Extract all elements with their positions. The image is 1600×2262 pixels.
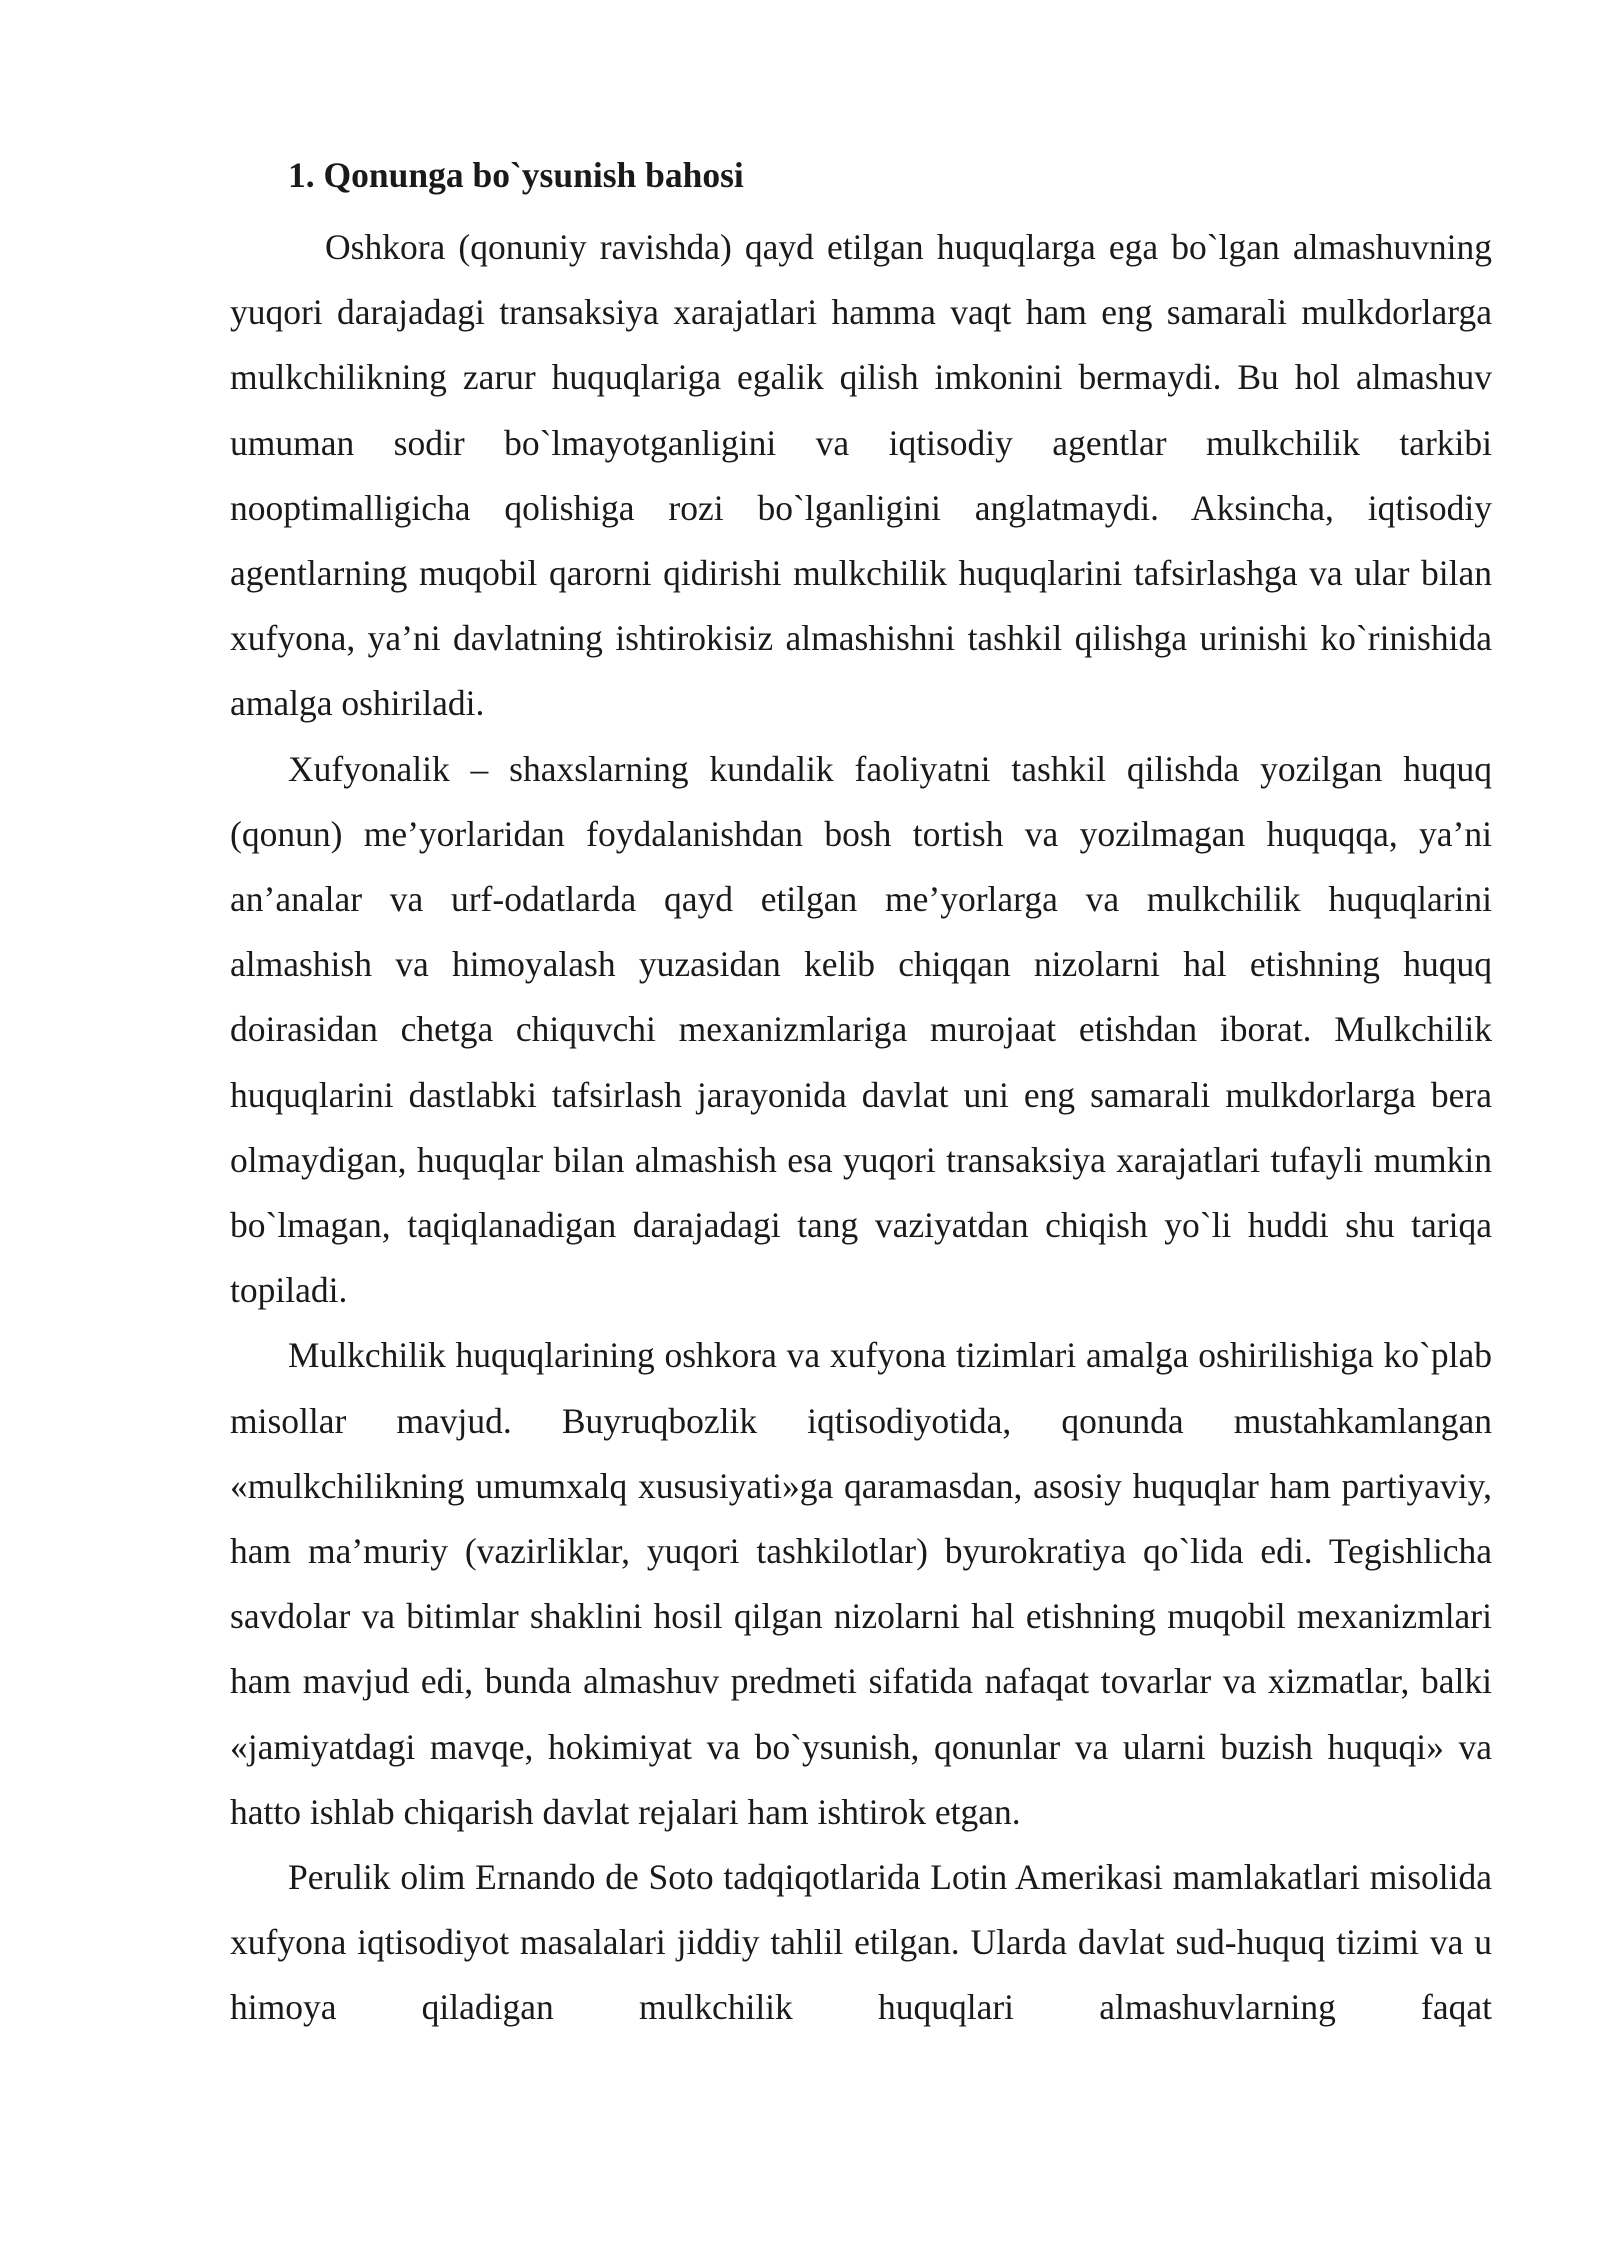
document-body	[230, 150, 1492, 2041]
paragraph-1: Oshkora (qonuniy ravishda) qayd etilgan huquqlarga ega bo`lgan almashuvning yuqori darajadagi transaksiya xarajatlari hamma vaqt ham eng samarali mulkdorlarga mulkchilikning zarur huquqlariga egalik qilish imkonini bermaydi. Bu hol almashuv umuman sodir bo`lmayotganligini va iqtisodiy agentlar mulkchilik tarkibi nooptimalligicha qolishiga rozi bo`lganligini anglatmaydi. Aksincha, iqtisodiy agentlarning muqobil qarorni qidirishi mulkchilik huquqlarini tafsirlashga va ular bilan xufyona, ya’ni davlatning ishtirokisiz almashishni tashkil qilishga urinishi ko`rinishida amalga oshiriladi.	[230, 227, 1492, 724]
paragraph-2: Xufyonalik – shaxslarning kundalik faoliyatni tashkil qilishda yozilgan huquq (qonun) me’yorlaridan foydalanishdan bosh tortish va yozilmagan huquqqa, ya’ni an’analar va urf-odatlarda qayd etilgan me’yorlarga va mulkchilik huquqlarini almashish va himoyalash yuzasidan kelib chiqqan nizolarni hal etishning huquq doirasidan chetga chiquvchi mexanizmlariga murojaat etishdan iborat. Mulkchilik huquqlarini dastlabki tafsirlash jarayonida davlat uni eng samarali mulkdorlarga bera olmaydigan, huquqlar bilan almashish esa yuqori transaksiya xarajatlari tufayli mumkin bo`lmagan, taqiqlanadigan darajadagi tang vaziyatdan chiqish yo`li huddi shu tariqa topiladi.	[230, 748, 1492, 1311]
paragraph-4: Perulik olim Ernando de Soto tadqiqotlarida Lotin Amerikasi mamlakatlari misolida xufyona iqtisodiyot masalalari jiddiy tahlil etilgan. Ularda davlat sud-huquq tizimi va u himoya qiladigan mulkchilik huquqlari almashuvlarning faqat	[230, 1857, 1492, 2028]
paragraph-3: Mulkchilik huquqlarining oshkora va xufyona tizimlari amalga oshirilishiga ko`plab misollar mavjud. Buyruqbozlik iqtisodiyotida, qonunda mustahkamlangan «mulkchilikning umumxalq xususiyati»ga qaramasdan, asosiy huquqlar ham partiyaviy, ham ma’muriy (vazirliklar, yuqori tashkilotlar) byurokratiya qo`lida edi. Tegishlicha savdolar va bitimlar shaklini hosil qilgan nizolarni hal etishning muqobil mexanizmlari ham mavjud edi, bunda almashuv predmeti sifatida nafaqat tovarlar va xizmatlar, balki «jamiyatdagi mavqe, hokimiyat va bo`ysunish, qonunlar va ularni buzish huquqi» va hatto ishlab chiqarish davlat rejalari ham ishtirok etgan.	[230, 1335, 1492, 1832]
section-heading: 1. Qonunga bo`ysunish bahosi	[288, 155, 744, 195]
